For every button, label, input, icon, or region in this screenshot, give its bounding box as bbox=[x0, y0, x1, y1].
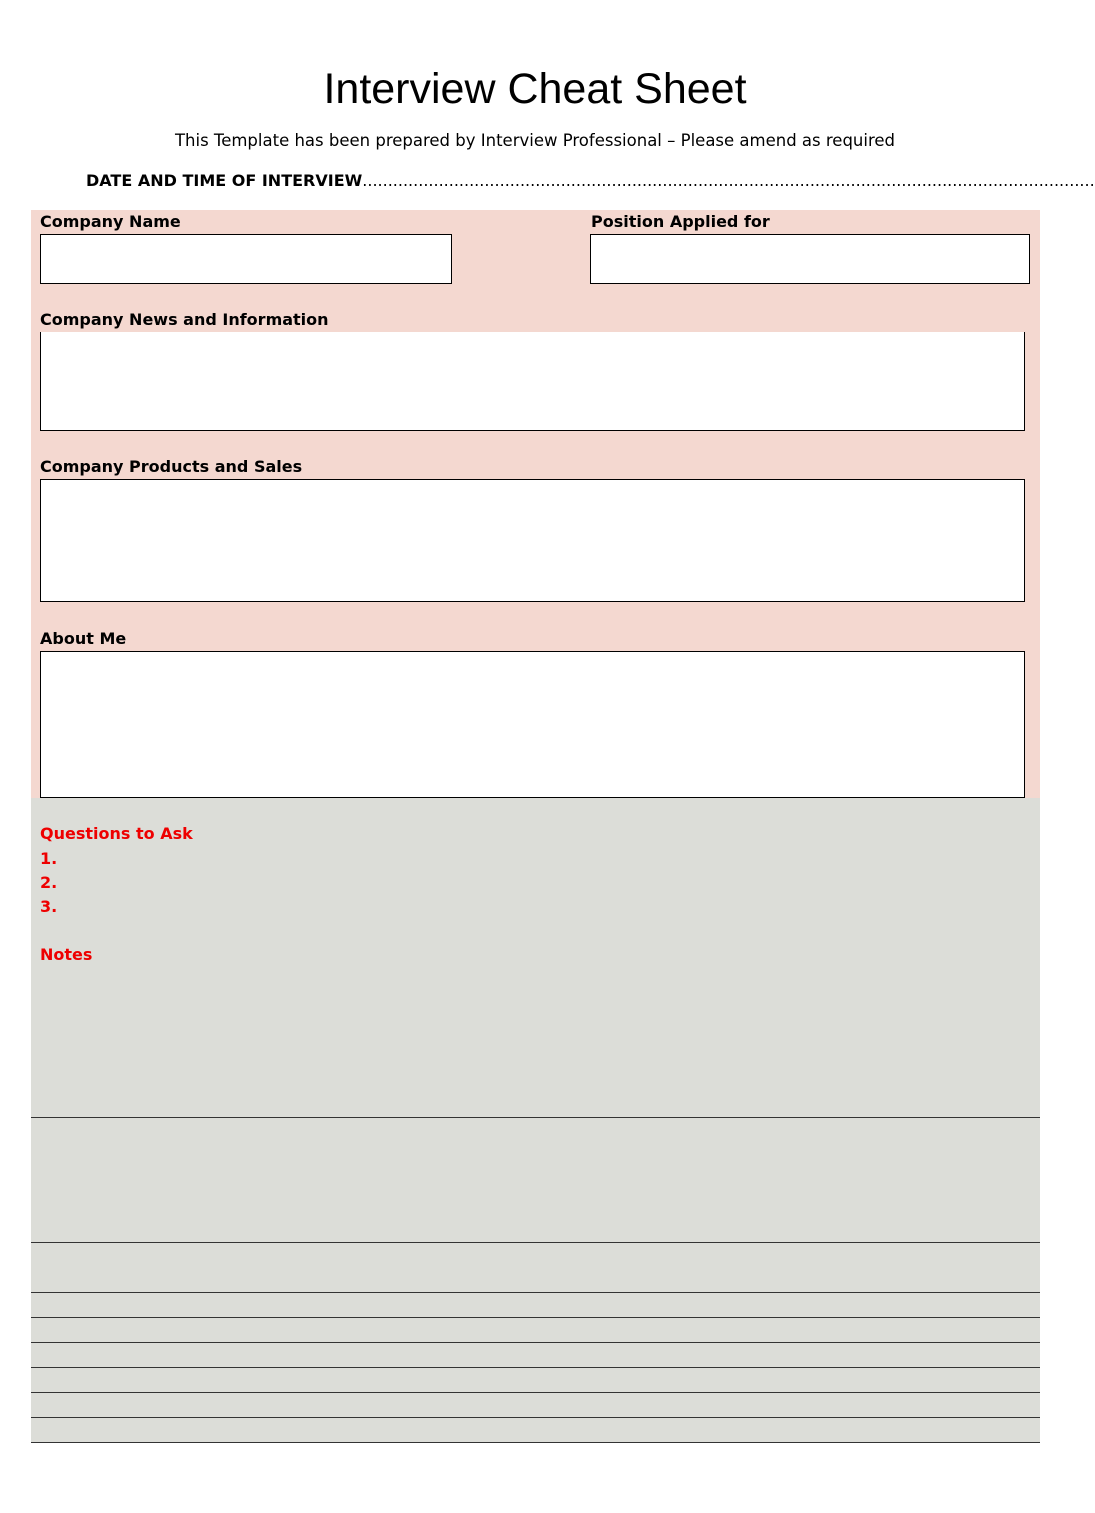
notes-rule bbox=[31, 1317, 1040, 1318]
company-news-field[interactable] bbox=[40, 332, 1025, 431]
company-news-label: Company News and Information bbox=[40, 310, 329, 329]
notes-rule bbox=[31, 1367, 1040, 1368]
question-item-3[interactable]: 3. bbox=[40, 897, 58, 916]
company-name-field[interactable] bbox=[40, 234, 452, 284]
position-label: Position Applied for bbox=[591, 212, 770, 231]
notes-rule bbox=[31, 1242, 1040, 1243]
notes-rule bbox=[31, 1392, 1040, 1393]
date-label: DATE AND TIME OF INTERVIEW bbox=[86, 171, 363, 190]
notes-rule bbox=[31, 1417, 1040, 1418]
date-fill-dots: ................................................................................................................................................ bbox=[362, 171, 1095, 190]
notes-rule bbox=[31, 1292, 1040, 1293]
position-field[interactable] bbox=[590, 234, 1030, 284]
questions-heading: Questions to Ask bbox=[40, 824, 193, 843]
company-name-label: Company Name bbox=[40, 212, 181, 231]
interview-date-line[interactable] bbox=[86, 170, 1095, 192]
notes-rule bbox=[31, 1342, 1040, 1343]
notes-rule bbox=[31, 1442, 1040, 1443]
question-item-1[interactable]: 1. bbox=[40, 849, 58, 868]
company-products-field[interactable] bbox=[40, 479, 1025, 602]
page-subtitle: This Template has been prepared by Interview Professional – Please amend as required bbox=[174, 131, 896, 150]
company-products-label: Company Products and Sales bbox=[40, 457, 303, 476]
notes-rule bbox=[31, 1117, 1040, 1118]
notes-heading: Notes bbox=[40, 945, 93, 964]
question-item-2[interactable]: 2. bbox=[40, 873, 58, 892]
questions-notes-section bbox=[31, 798, 1040, 1443]
about-me-field[interactable] bbox=[40, 651, 1025, 798]
page-title: Interview Cheat Sheet bbox=[323, 65, 747, 113]
about-me-label: About Me bbox=[40, 629, 127, 648]
